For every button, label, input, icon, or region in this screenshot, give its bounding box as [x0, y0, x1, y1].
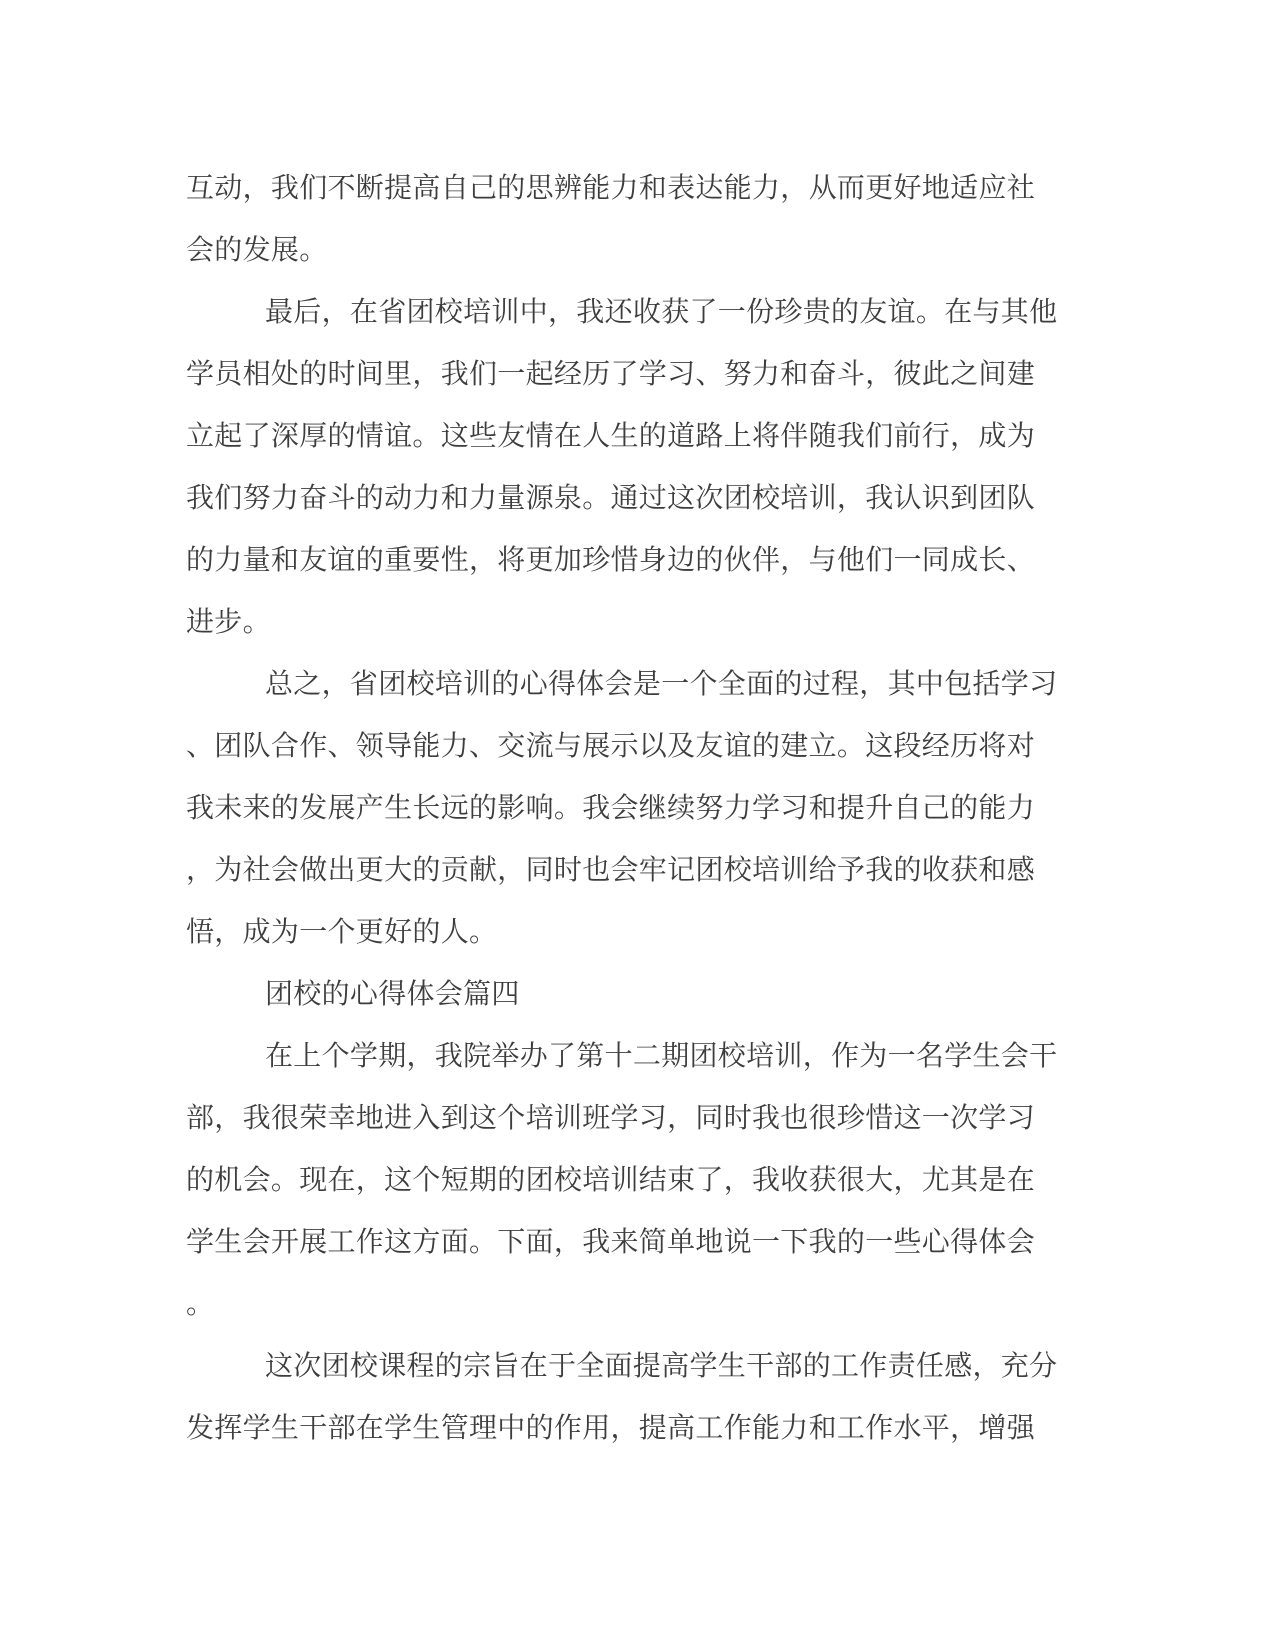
text-line: 这次团校课程的宗旨在于全面提高学生干部的工作责任感，充分	[265, 1351, 1058, 1382]
text-line: 立起了深厚的情谊。这些友情在人生的道路上将伴随我们前行，成为	[186, 421, 1036, 452]
text-line: 的机会。现在，这个短期的团校培训结束了，我收获很大，尤其是在	[186, 1165, 1036, 1196]
text-line: 学员相处的时间里，我们一起经历了学习、努力和奋斗，彼此之间建	[186, 359, 1036, 390]
document-body	[186, 158, 1196, 1460]
text-line: 我们努力奋斗的动力和力量源泉。通过这次团校培训，我认识到团队	[186, 483, 1036, 514]
text-line: 部，我很荣幸地进入到这个培训班学习，同时我也很珍惜这一次学习	[186, 1103, 1036, 1134]
text-line: 互动，我们不断提高自己的思辨能力和表达能力，从而更好地适应社	[186, 173, 1036, 204]
text-line: 我未来的发展产生长远的影响。我会继续努力学习和提升自己的能力	[186, 793, 1036, 824]
text-line: 的力量和友谊的重要性，将更加珍惜身边的伙伴，与他们一同成长、	[186, 545, 1036, 576]
text-line: 。	[186, 1289, 215, 1320]
text-line: 会的发展。	[186, 235, 328, 266]
text-line: 进步。	[186, 607, 271, 638]
text-line: 发挥学生干部在学生管理中的作用，提高工作能力和工作水平，增强	[186, 1413, 1036, 1444]
text-line: 、团队合作、领导能力、交流与展示以及友谊的建立。这段经历将对	[186, 731, 1036, 762]
text-line: 学生会开展工作这方面。下面，我来简单地说一下我的一些心得体会	[186, 1227, 1036, 1258]
text-line: 在上个学期，我院举办了第十二期团校培训，作为一名学生会干	[265, 1041, 1058, 1072]
text-line: ，为社会做出更大的贡献，同时也会牢记团校培训给予我的收获和感	[186, 855, 1036, 886]
text-line: 总之，省团校培训的心得体会是一个全面的过程，其中包括学习	[265, 669, 1058, 700]
text-line: 悟，成为一个更好的人。	[186, 917, 498, 948]
text-line: 团校的心得体会篇四	[265, 979, 520, 1010]
text-line: 最后，在省团校培训中，我还收获了一份珍贵的友谊。在与其他	[265, 297, 1058, 328]
